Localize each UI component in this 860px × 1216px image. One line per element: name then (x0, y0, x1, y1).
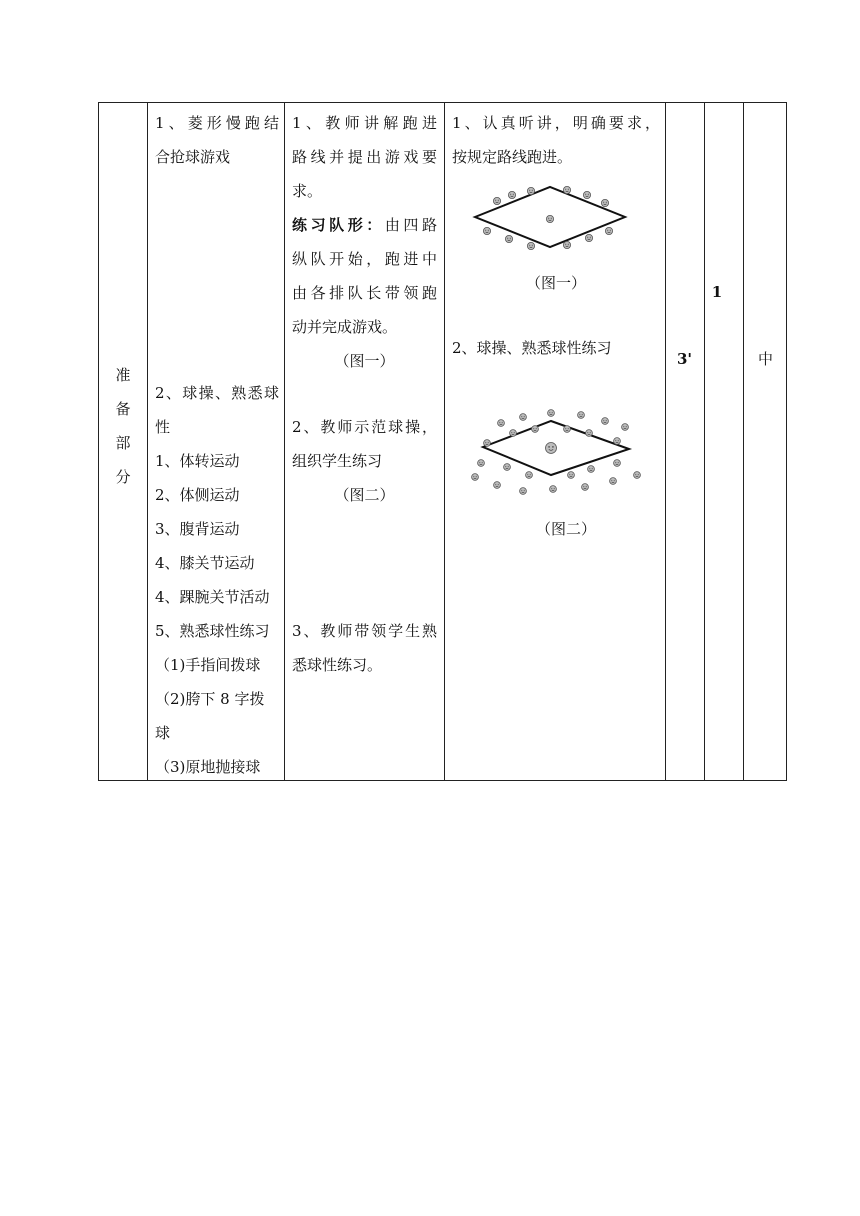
student-marker (520, 414, 527, 421)
content-step: 2、体侧运动 (155, 486, 240, 504)
teacher-p1-line: 路线并提出游戏要 (292, 148, 437, 166)
formation-diagram-2 (467, 403, 643, 495)
student-fig1-caption-wrap (452, 266, 660, 300)
student-marker (550, 486, 557, 493)
student-fig2-caption: （图二） (535, 520, 596, 538)
teacher-p1-line: 求。 (292, 182, 323, 200)
student-marker (622, 424, 629, 431)
section-char: 备 (115, 400, 131, 418)
student-marker (564, 426, 571, 433)
student-marker (588, 466, 595, 473)
content-sub: 球 (155, 724, 171, 742)
student-marker (527, 187, 534, 194)
intensity-cell (743, 342, 788, 376)
student-marker (478, 460, 485, 467)
teacher-p2-line: 2、教师示范球操， (292, 418, 437, 436)
formation-diagram-1 (467, 179, 637, 253)
teacher-p2-line: 组织学生练习 (292, 452, 383, 470)
student-marker (546, 215, 553, 222)
student-marker (583, 191, 590, 198)
formation-text: 由四路 (384, 216, 437, 234)
teacher-formation-line: 纵队开始，跑进中 (292, 250, 437, 268)
count-value: 1 (711, 283, 723, 301)
student-marker (505, 235, 512, 242)
student-marker (504, 464, 511, 471)
teacher-p3-line: 悉球性练习。 (292, 656, 383, 674)
student-marker (493, 197, 500, 204)
student-fig2-caption-wrap (452, 512, 680, 546)
student-marker (563, 241, 570, 248)
student-marker (510, 430, 517, 437)
student-p1-line: 1、认真听讲，明确要求， (452, 114, 660, 132)
student-marker (548, 410, 555, 417)
section-char: 部 (115, 434, 131, 452)
content-step: 3、腹背运动 (155, 520, 240, 538)
student-p2: 2、球操、熟悉球性练习 (452, 339, 612, 357)
section-char: 分 (115, 468, 131, 486)
content-item1-line: 合抢球游戏 (155, 148, 231, 166)
student-marker (568, 472, 575, 479)
content-step: 4、膝关节运动 (155, 554, 255, 572)
teacher-formation-line (292, 208, 437, 242)
teacher-p3 (292, 614, 437, 780)
student-marker (578, 412, 585, 419)
content-step: 4、踝腕关节活动 (155, 588, 270, 606)
content-step: 1、体转运动 (155, 452, 240, 470)
teacher-p3-line: 3、教师带领学生熟 (292, 622, 437, 640)
student-marker (610, 478, 617, 485)
student-marker (614, 438, 621, 445)
count-cell (704, 275, 730, 309)
student-marker (546, 443, 557, 454)
teacher-p1-line: 1、教师讲解跑进 (292, 114, 437, 132)
content-item1-line: 1、菱形慢跑结 (155, 114, 279, 132)
lesson-plan-table (98, 102, 787, 781)
teacher-fig1-caption: （图一） (334, 352, 395, 370)
teacher-formation-line: 动并完成游戏。 (292, 318, 398, 336)
student-marker (472, 474, 479, 481)
time-cell (665, 342, 704, 376)
student-marker (585, 234, 592, 241)
student-marker (601, 199, 608, 206)
content-item2-line: 性 (155, 418, 171, 436)
student-marker (484, 440, 491, 447)
student-fig1-caption: （图一） (525, 274, 586, 292)
content-sub: （2)胯下 8 字拨 (155, 690, 265, 708)
content-item2 (155, 376, 279, 780)
student-marker (508, 191, 515, 198)
student-p2-wrap (452, 331, 660, 365)
content-step: 5、熟悉球性练习 (155, 622, 270, 640)
student-p1-line: 按规定路线跑进。 (452, 148, 573, 166)
content-item2-line: 2、球操、熟悉球 (155, 384, 279, 402)
content-sub: （3)原地抛接球 (155, 758, 261, 776)
student-marker (498, 420, 505, 427)
intensity-value: 中 (757, 350, 773, 368)
teacher-formation-line: 由各排队长带领跑 (292, 284, 437, 302)
student-marker (634, 472, 641, 479)
student-marker (483, 227, 490, 234)
formation-label: 练习队形： (292, 216, 385, 234)
section-label (99, 358, 147, 494)
student-marker (614, 460, 621, 467)
student-marker (527, 242, 534, 249)
student-marker (582, 484, 589, 491)
student-marker (563, 186, 570, 193)
time-value: 3' (676, 350, 693, 368)
content-sub: （1)手指间拨球 (155, 656, 261, 674)
student-marker (532, 426, 539, 433)
student-marker (494, 482, 501, 489)
student-marker (586, 430, 593, 437)
student-marker (602, 418, 609, 425)
teacher-fig2-caption: （图二） (334, 486, 395, 504)
student-marker (526, 472, 533, 479)
student-marker (605, 227, 612, 234)
section-char: 准 (115, 366, 131, 384)
student-marker (520, 488, 527, 495)
